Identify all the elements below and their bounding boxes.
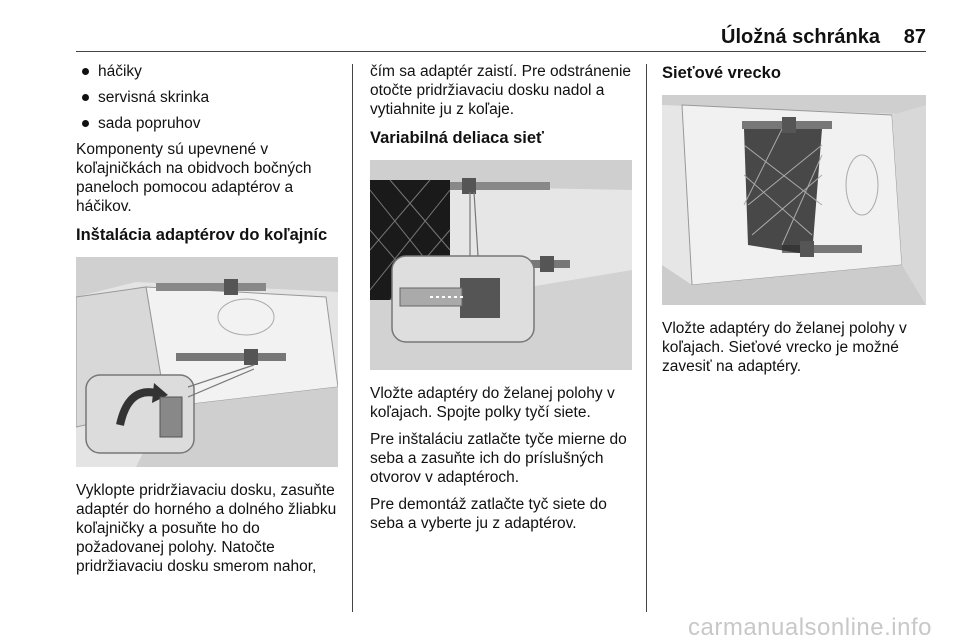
page-header — [0, 0, 960, 52]
bullet-icon — [82, 94, 89, 101]
watermark: carmanualsonline.info — [688, 614, 932, 641]
paragraph: Pre inštaláciu zatlačte tyče mierne do seba a zasuňte ich do príslušných otvorov v adaptéroch. — [370, 431, 627, 486]
continuation-paragraph: čím sa adaptér zaistí. Pre odstránenie otočte pridržiavaciu dosku nadol a vytiahnite ju z koľaje. — [370, 63, 632, 118]
paragraph: Pre demontáž zatlačte tyč siete do seba a vyberte ju z adaptérov. — [370, 496, 607, 532]
column-divider — [352, 64, 353, 612]
section-heading: Inštalácia adaptérov do koľajníc — [76, 226, 328, 244]
section-heading: Sieťové vrecko — [662, 64, 781, 82]
column-2 — [370, 62, 636, 541]
page-number: 87 — [903, 26, 926, 48]
rail-adapter-illustration — [76, 257, 338, 467]
column-divider — [646, 64, 647, 612]
paragraph: Vložte adaptéry do želanej polohy v koľajach. Spojte polky tyčí siete. — [370, 385, 615, 421]
header-rule — [76, 51, 926, 52]
list-item: háčiky — [76, 62, 342, 81]
bullet-icon — [82, 120, 89, 127]
net-pocket-illustration — [662, 95, 926, 305]
section-heading: Variabilná deliaca sieť — [370, 129, 544, 147]
column-3 — [662, 62, 932, 384]
section-title: Úložná schránka — [721, 26, 880, 48]
intro-paragraph: Komponenty sú upevnené v koľajničkách na obidvoch bočných paneloch pomocou adaptérov a háčikov. — [76, 141, 312, 215]
divider-net-illustration — [370, 160, 632, 370]
bullet-icon — [82, 68, 89, 75]
paragraph: Vložte adaptéry do želanej polohy v koľajach. Sieťové vrecko je možné zavesiť na adaptéry. — [662, 320, 907, 375]
list-item: sada popruhov — [76, 114, 342, 133]
column-1 — [76, 62, 342, 584]
bullet-list — [76, 62, 342, 133]
list-item: servisná skrinka — [76, 88, 342, 107]
figure-caption: Vyklopte pridržiavaciu dosku, zasuňte adaptér do horného a dolného žliabku koľajničky a posuňte ho do požadovanej polohy. Natočte pridržiavaciu dosku smerom nahor, — [76, 482, 337, 575]
